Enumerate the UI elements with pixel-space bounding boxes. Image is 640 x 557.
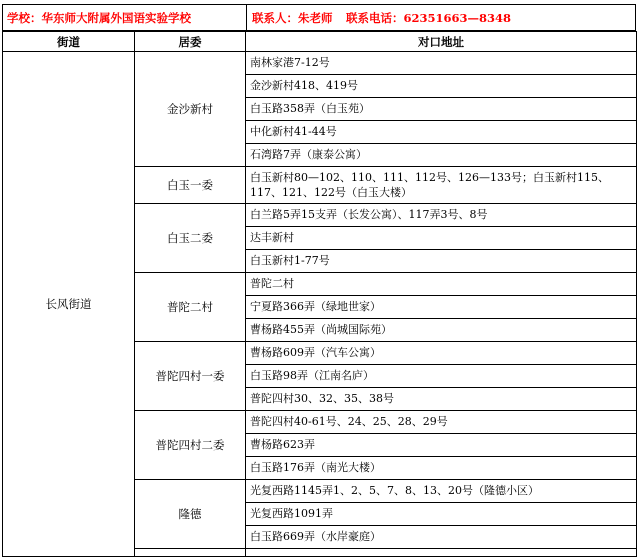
- address-cell: 光复西路1145弄1、2、5、7、8、13、20号（隆德小区）: [246, 480, 637, 503]
- column-header-street: 街道: [3, 32, 135, 52]
- table-header-row: [3, 32, 637, 52]
- address-cell: 中化新村41-44号: [246, 121, 637, 144]
- committee-cell: 隆德: [135, 480, 246, 549]
- address-cell: 普陀二村: [246, 273, 637, 296]
- address-cell: 白玉路98弄（江南名庐）: [246, 365, 637, 388]
- address-cell: 石湾路7弄（康泰公寓）: [246, 144, 637, 167]
- contact-phone: 联系电话：62351663—8348: [346, 10, 512, 25]
- column-header-committee: 居委: [135, 32, 246, 52]
- street-cell: 长风街道: [3, 52, 135, 557]
- table-row: [3, 52, 637, 75]
- address-table: [2, 31, 637, 557]
- address-cell: 白玉新村80—102、110、111、112号、126—133号；白玉新村115、117、121、122号（白玉大楼）: [246, 167, 637, 204]
- committee-cell: 普陀二村: [135, 273, 246, 342]
- address-cell: 白玉新村1-77号: [246, 250, 637, 273]
- address-cell: 白玉路176弄（南光大楼）: [246, 457, 637, 480]
- address-cell: 金沙新村418、419号: [246, 75, 637, 98]
- address-cell: 普陀四村30、32、35、38号: [246, 388, 637, 411]
- committee-cell: 普陀四村一委: [135, 342, 246, 411]
- address-cell: 光复西路1091弄: [246, 503, 637, 526]
- committee-cell-empty: [135, 549, 246, 557]
- address-cell: 白玉路358弄（白玉苑）: [246, 98, 637, 121]
- committee-cell: 普陀四村二委: [135, 411, 246, 480]
- contact-person: 联系人：朱老师: [252, 10, 333, 25]
- committee-cell: 白玉一委: [135, 167, 246, 204]
- address-cell: 曹杨路623弄: [246, 434, 637, 457]
- address-cell: 曹杨路609弄（汽车公寓）: [246, 342, 637, 365]
- address-cell: 白玉路669弄（水岸豪庭）: [246, 526, 637, 549]
- address-cell: 南林家港7-12号: [246, 52, 637, 75]
- column-header-address: 对口地址: [246, 32, 637, 52]
- header-divider: [246, 5, 247, 30]
- committee-cell: 白玉二委: [135, 204, 246, 273]
- address-cell: 宁夏路366弄（绿地世家）: [246, 296, 637, 319]
- address-cell-empty: [246, 549, 637, 557]
- address-cell: 达丰新村: [246, 227, 637, 250]
- address-cell: 白兰路5弄15支弄（长发公寓）、117弄3号、8号: [246, 204, 637, 227]
- committee-cell: 金沙新村: [135, 52, 246, 167]
- address-cell: 曹杨路455弄（尚城国际苑）: [246, 319, 637, 342]
- school-name: 学校：华东师大附属外国语实验学校: [7, 10, 191, 25]
- school-info-bar: [2, 4, 636, 31]
- address-cell: 普陀四村40-61号、24、25、28、29号: [246, 411, 637, 434]
